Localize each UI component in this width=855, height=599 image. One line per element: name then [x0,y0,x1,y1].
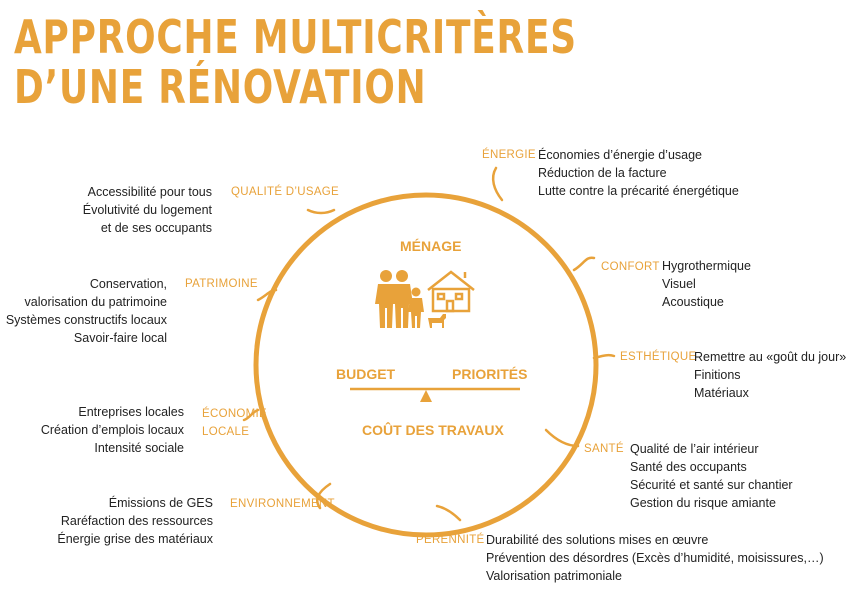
list-item: Visuel [662,277,696,291]
list-item: Valorisation patrimoniale [486,569,622,583]
connector-confort [574,258,594,270]
list-item: Finitions [694,368,741,382]
criterion-economie-items [41,403,184,457]
list-item: Accessibilité pour tous [87,185,212,199]
criterion-patrimoine-items [6,275,167,347]
title-line-1: APPROCHE MULTICRITÈRES [14,10,577,64]
center-household-label: MÉNAGE [400,238,462,254]
center-priorities-label: PRIORITÉS [452,366,528,382]
list-item: Systèmes constructifs locaux [5,313,167,327]
list-item: Réduction de la facture [538,166,667,180]
list-item: Économies d’énergie d’usage [538,148,702,162]
center-budget-label: BUDGET [336,366,396,382]
house-icon [428,272,474,311]
criterion-qualite-label: QUALITÉ D’USAGE [231,186,340,198]
criterion-economie-label [202,405,267,441]
criterion-esthetique-items [694,348,846,402]
list-item: Création d’emplois locaux [40,423,184,437]
list-item: Émissions de GES [108,496,213,510]
list-item: Gestion du risque amiante [630,496,776,510]
criterion-qualite-items [83,183,212,237]
household-icon [375,270,446,328]
criterion-economie-label-line-2: LOCALE [202,426,250,438]
criterion-sante-items [630,440,793,512]
criterion-confort-items [662,257,751,311]
list-item: Énergie grise des matériaux [57,532,213,546]
criterion-esthetique-label: ESTHÉTIQUE [620,351,697,363]
list-item: et de ses occupants [100,221,212,235]
list-item: Lutte contre la précarité énergétique [538,184,739,198]
list-item: Durabilité des solutions mises en œuvre [486,533,709,547]
connector-energie [493,168,502,200]
list-item: Santé des occupants [630,460,747,474]
criterion-economie-label-line-1: ÉCONOMIE [202,408,268,420]
list-item: Intensité sociale [94,441,184,455]
list-item: valorisation du patrimoine [24,295,167,309]
criterion-perennite-items [486,531,824,585]
criterion-patrimoine-label: PATRIMOINE [185,278,258,290]
criterion-environnement-items [57,494,213,548]
connector-qualite [308,210,334,213]
list-item: Remettre au «goût du jour» [694,350,847,364]
criterion-perennite-label: PÉRENNITÉ [416,534,485,546]
criterion-energie-items [538,146,739,200]
criterion-sante-label: SANTÉ [584,443,624,455]
center-cost-label: COÛT DES TRAVAUX [362,422,504,438]
list-item: Acoustique [662,295,724,309]
list-item: Conservation, [89,277,167,291]
list-item: Entreprises locales [78,405,184,419]
criterion-confort-label: CONFORT [601,261,660,273]
list-item: Sécurité et santé sur chantier [630,478,793,492]
list-item: Raréfaction des ressources [60,514,213,528]
criterion-energie-label: ÉNERGIE [482,149,536,161]
list-item: Matériaux [694,386,749,400]
criterion-environnement-label: ENVIRONNEMENT [230,498,335,510]
title-line-2: D’UNE RÉNOVATION [14,60,427,114]
list-item: Évolutivité du logement [82,203,212,217]
balance-pivot [420,390,432,402]
list-item: Qualité de l’air intérieur [630,442,759,456]
connector-perennite [437,506,460,520]
connector-sante [546,430,578,446]
list-item: Prévention des désordres (Excès d’humidité, moisissures,…) [486,551,824,565]
list-item: Savoir-faire local [73,331,167,345]
list-item: Hygrothermique [662,259,751,273]
